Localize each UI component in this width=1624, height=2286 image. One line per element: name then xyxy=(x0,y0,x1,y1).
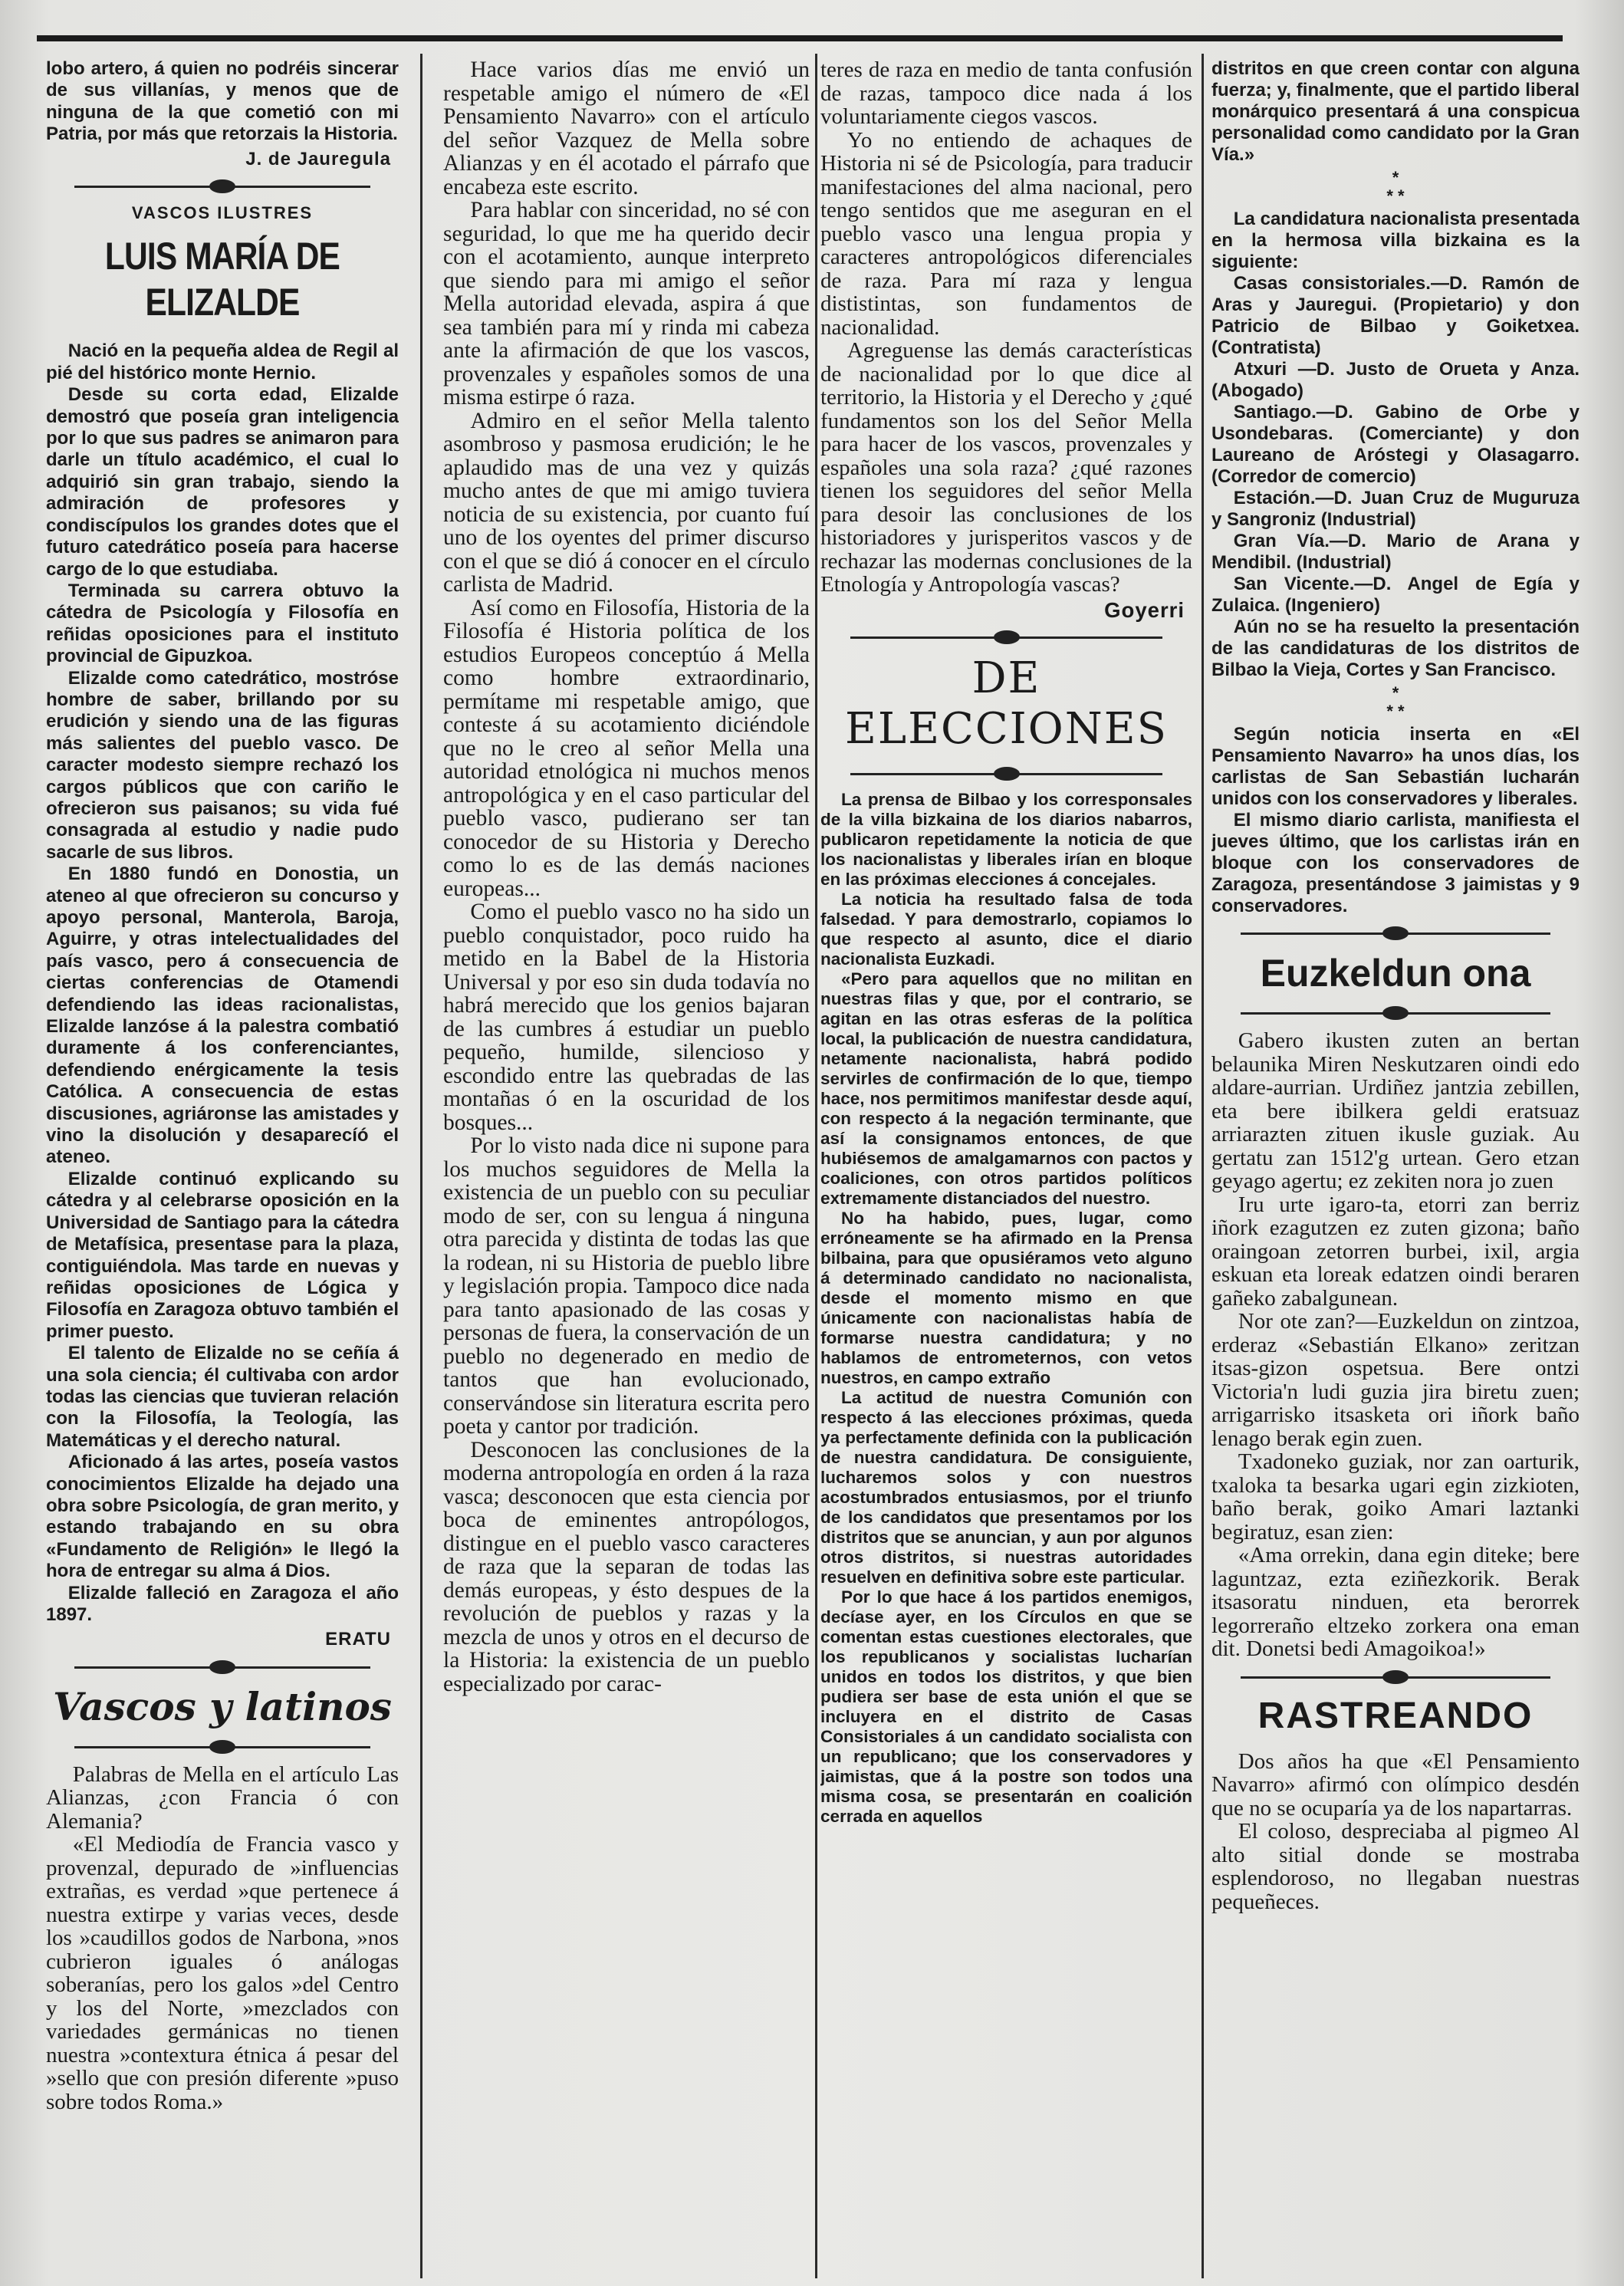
ornament-divider xyxy=(46,178,399,195)
paragraph: teres de raza en medio de tanta confusión de razas, tampoco dice nada á los voluntariamente ciegos vascos. xyxy=(820,58,1192,129)
paragraph: La prensa de Bilbao y los corresponsales de la villa bizkaina de los diarios nabarros, publicaron repetidamente la noticia de que los nacionalistas y liberales irían en bloque en las próximas elecciones á concejales. xyxy=(820,789,1192,889)
article-signature: Goyerri xyxy=(1104,597,1185,622)
paragraph: Txadoneko guziak, nor zan oarturik, txaloka ta besarka ugari egin zizkioten, baño berak, goiko Amari laztanki begiratuz, esan zien: xyxy=(1211,1449,1580,1544)
paragraph: «Ama orrekin, dana egin diteke; bere laguntzaz, ezta eziñezkorik. Berak itsasoratu ninduen, eta berorrek legorreraño eltzeko zorkera ona eman dit. Donetsi bedi Amagoikoa!» xyxy=(1211,1543,1580,1661)
article-signature: ERATU xyxy=(325,1629,391,1650)
paragraph: Gabero ikusten zuten an bertan belaunika Miren Neskutzaren oindi edo aldare-aurrian. Urdiñez jantzia zebillen, eta bere ibilkera geldi eratsuaz arriarazten zituen ikusle guziak. Au gertatu zan 1512'g urtean. Gero etzan geyago agertu; ez zekiten nora jo zuen xyxy=(1211,1028,1580,1193)
ornament-divider xyxy=(1211,1005,1580,1021)
intro-text: lobo artero, á quien no podréis sincerar de sus villanías, y menos que de ninguna de la que cometió con mi Patria, por más que retorzais la Historia. xyxy=(46,58,399,145)
candidate-entry: Gran Vía.—D. Mario de Arana y Mendibil. (Industrial) xyxy=(1211,531,1580,573)
paragraph: Por lo que hace á los partidos enemigos, decíase ayer, en los Círculos en que se comentan estas cuestiones electorales, que los republicanos y socialistas lucharían unidos en todos los distritos, y que bien pudiera ser base de esta unión el que se incluyera en el distrito de Casas Consistoriales á un candidato socialista con un republicano; que los conservadores y jaimistas, que á la postre son todos una misma cosa, se presentarán en coalición cerrada en aquellos xyxy=(820,1587,1192,1826)
paragraph: La candidatura nacionalista presentada en la hermosa villa bizkaina es la siguiente: xyxy=(1211,209,1580,272)
ornament-divider xyxy=(1211,1669,1580,1686)
ornament-divider xyxy=(820,629,1192,646)
article-title-elizalde: LUIS MARÍA DE ELIZALDE xyxy=(104,235,340,324)
article-title-vascos: Vascos y latinos xyxy=(53,1683,392,1729)
paragraph: Palabras de Mella en el artículo Las Alianzas, ¿con Francia ó con Alemania? xyxy=(46,1761,399,1834)
article-title-euzkeldun: Euzkeldun ona xyxy=(1260,952,1531,995)
column-rule xyxy=(1202,54,1204,2278)
paragraph: Para hablar con sinceridad, no sé con seguridad, lo que me ha querido decir con el acotamiento, aunque interpreto que siendo para mi amigo el señor Mella autoridad elevada, aspira á que sea también para mí y rinda mi cabeza ante la afirmación de que los vascos, provenzales y españoles somos de una misma estirpe ó raza. xyxy=(443,198,810,410)
paragraph: Elizalde falleció en Zaragoza el año 1897. xyxy=(46,1582,399,1625)
paragraph: Yo no entiendo de achaques de Historia ni sé de Psicología, para traducir manifestaciones del alma nacional, pero tengo sentidos que me aseguran en el pueblo vasco una lengua propia y caracteres antropológicos diferenciales de raza. Para mí raza y lengua dististintas, son fundamentos de nacionalidad. xyxy=(820,127,1192,340)
ornament-divider xyxy=(46,1659,399,1676)
paragraph: Desconocen las conclusiones de la moderna antropología en orden á la raza vasca; desconocen que esta ciencia por boca de eminentes antropólogos, distingue en el pueblo vasco caracteres de raza que la separan de todas las demás europeas, y ésto despues de la revolución de pueblos y razas y la mezcla de unos y otros en el decurso de la Historia: la existencia de un pueblo especializado por carac- xyxy=(443,1437,810,1696)
paragraph: El talento de Elizalde no se ceñía á una sola ciencia; él cultivaba con ardor todas las ciencias que tuvieran relación con la Filosofía, la Teología, las Matemáticas y el derecho natural. xyxy=(46,1343,399,1451)
candidate-entry: Santiago.—D. Gabino de Orbe y Usondebaras. (Comerciante) y don Laureano de Aróstegi y Olasagarro. (Corredor de comercio) xyxy=(1211,402,1580,487)
top-rule xyxy=(37,35,1563,41)
paragraph: «Pero para aquellos que no militan en nuestras filas y que, por el contrario, se agitan en las otras esferas de la política local, la publicación de nuestra candidatura, netamente nacionalista, habrá podido servirles de confirmación de lo que, tiempo hace, nos permitimos manifestar desde aquí, con respecto á la negación terminante, que así la consignamos entonces, de que hubiésemos de amalgamarnos con pactos y coaliciones, con otros partidos políticos extremamente distanciados del nuestro. xyxy=(820,969,1192,1208)
paragraph: Aficionado á las artes, poseía vastos conocimientos Elizalde ha dejado una obra sobre Psicología, de gran merito, y estando trabajando en su obra «Fundamento de Religión» le llegó la hora de entregar su alma á Dios. xyxy=(46,1452,399,1582)
column-3 xyxy=(820,58,1192,2265)
paragraph: Nació en la pequeña aldea de Regil al pié del histórico monte Hernio. xyxy=(46,340,399,383)
paragraph: Según noticia inserta en «El Pensamiento Navarro» ha unos días, los carlistas de San Sebastián lucharán unidos con los conservadores y liberales. xyxy=(1211,724,1580,809)
section-heading: VASCOS ILUSTRES xyxy=(131,203,314,223)
paragraph: Nor ote zan?—Euzkeldun on zintzoa, erderaz «Sebastián Elkano» zeritzan itsas-gizon ospetsua. Bere ontzi Victoria'n ludi guzia jira biretu zuen; arrigarrisko itsasketa ori iñork baño lenago berak egin zuen. xyxy=(1211,1309,1580,1451)
paragraph: Terminada su carrera obtuvo la cátedra de Psicología y Filosofía en reñidas oposiciones para el instituto provincial de Gipuzkoa. xyxy=(46,580,399,667)
paragraph: Como el pueblo vasco no ha sido un pueblo conquistador, poco ruido ha metido en la Babel de la Historia Universal y por eso sin duda todavía no habrá merecido que los genios bajaran de las cumbres á estudiar un pueblo pequeño, humilde, silencioso y escondido entre las quebradas de las montañas ó en la oscuridad de los bosques... xyxy=(443,900,810,1135)
column-rule xyxy=(420,54,422,2278)
paragraph: Dos años ha que «El Pensamiento Navarro» afirmó con olímpico desdén que no se ocuparía ya de los napartarras. xyxy=(1211,1748,1580,1821)
ornament-divider xyxy=(820,765,1192,782)
candidate-entry: San Vicente.—D. Angel de Egía y Zulaica. (Ingeniero) xyxy=(1211,574,1580,616)
candidate-entry: Atxuri —D. Justo de Orueta y Anza. (Abogado) xyxy=(1211,359,1580,401)
asterism-icon: * * * xyxy=(1386,168,1405,206)
column-2 xyxy=(443,58,810,2265)
paragraph: Desde su corta edad, Elizalde demostró que poseía gran inteligencia por lo que sus padres se animaron para darle un título académico, el cual lo adquirió sin gran trabajo, siendo la admiración de profesores y condiscípulos los grandes dotes que el futuro catedrático poseía para hacerse cargo de lo que estudiaba. xyxy=(46,384,399,580)
paragraph: distritos en que creen contar con alguna fuerza; y, finalmente, que el partido liberal monárquico presentará á una conspicua personalidad como candidato por la Gran Vía.» xyxy=(1211,58,1580,165)
paragraph: Iru urte igaro-ta, etorri zan berriz iñork ezagutzen ez zuten gizona; baño oraingoan zetorren burbei, ixil, argia eskuan eta loreak edatzen oindi beraren gañeko zabalgunean. xyxy=(1211,1192,1580,1311)
column-rule xyxy=(815,54,817,2278)
paragraph: «El Mediodía de Francia vasco y provenzal, depurado de »influencias extrañas, es verdad »que pertenece á nuestra extirpe y varias veces, desde los »caudillos godos de Narbona, »nos cubrieron iguales ó análogas soberanías, pero los galos »del Centro y los del Norte, »mezclados con variedades germánicas no tienen nuestra »contextura étnica á pesar del »sello que con presión diferente »puso sobre todos Roma.» xyxy=(46,1832,399,2114)
candidate-entry: Estación.—D. Juan Cruz de Muguruza y Sangroniz (Industrial) xyxy=(1211,488,1580,530)
paragraph: Aún no se ha resuelto la presentación de las candidaturas de los distritos de Bilbao la Vieja, Cortes y San Francisco. xyxy=(1211,617,1580,680)
candidate-entry: Casas consistoriales.—D. Ramón de Aras y Jauregui. (Propietario) y don Patricio de Bilbao y Goiketxea. (Contratista) xyxy=(1211,273,1580,358)
article-title-elecciones: DE ELECCIONES xyxy=(845,653,1168,754)
article-title-rastreando: RASTREANDO xyxy=(1257,1695,1534,1736)
intro-signature: J. de Jauregula xyxy=(245,148,391,169)
paragraph: Admiro en el señor Mella talento asombroso y pasmosa erudición; le he aplaudido mas de una vez y quizás mucho antes de que mi amigo tuviera noticia de su existencia, por cuanto fuí uno de los oyentes del primer discurso con el que se dió á conocer en el círculo carlista de Madrid. xyxy=(443,408,810,597)
paragraph: Elizalde como catedrático, mostróse hombre de saber, brillando por su erudición y siendo una de las figuras más salientes del pueblo vasco. De caracter modesto siempre rechazó los cargos públicos que con cariño le ofrecieron sus paisanos; su vida fué consagrada al estudio y nadie pudo sacarle de sus libros. xyxy=(46,667,399,863)
paragraph: Por lo visto nada dice ni supone para los muchos seguidores de Mella la existencia de un pueblo con su peculiar modo de ser, con su lengua á ninguna otra parecida y distinta de todas las que la rodean, ni su Historia de pueblo libre y legislación propia. Tampoco dice nada para tanto apasionado de las cosas y personas de fuera, la conservación de un pueblo no degenerado en medio de tantos que han evolucionado, conservándose sin literatura escrita pero poeta y cantor por tradición. xyxy=(443,1133,810,1439)
paragraph: La actitud de nuestra Comunión con respecto á las elecciones próximas, queda ya perfectamente definida con la publicación de nuestra candidatura. De consiguiente, lucharemos solos y con nuestros acostumbrados entusiasmos, por el triunfo de los candidatos que presentamos por los distritos que se anuncian, y aun por algunos otros distritos, si nuestras autoridades resuelven en definitiva sobre este particular. xyxy=(820,1387,1192,1587)
asterism-icon: * * * xyxy=(1386,683,1405,721)
paragraph: El mismo diario carlista, manifiesta el jueves último, que los carlistas irán en bloque con los conservadores de Zaragoza, presentándose 3 jaimistas y 9 conservadores. xyxy=(1211,810,1580,916)
ornament-divider xyxy=(1211,925,1580,942)
column-1 xyxy=(46,58,399,2265)
column-4 xyxy=(1211,58,1580,2265)
paragraph: Elizalde continuó explicando su cátedra y al celebrarse oposición en la Universidad de Santiago para la cátedra de Metafísica, presentase para la plaza, contiguiéndola. Mas tarde en nuevas y reñidas oposiciones de Lógica y Filosofía en Zaragoza obtuvo también el primer puesto. xyxy=(46,1168,399,1342)
paragraph: El coloso, despreciaba al pigmeo Al alto sitial donde se mostraba esplendoroso, no llegaban nuestras pequeñeces. xyxy=(1211,1819,1580,1914)
paragraph: Hace varios días me envió un respetable amigo el número de «El Pensamiento Navarro» con el artículo del señor Vazquez de Mella sobre Alianzas y en él acotado el párrafo que encabeza este escrito. xyxy=(443,58,810,199)
paragraph: No ha habido, pues, lugar, como erróneamente se ha afirmado en la Prensa bilbaina, para que opusiéramos veto alguno á determinado candidato no nacionalista, desde el momento mismo en que únicamente con nacionalistas había de formarse nuestra candidatura; y no hablamos de entrometernos, con vetos nuestros, en campo extraño xyxy=(820,1208,1192,1387)
paragraph: Así como en Filosofía, Historia de la Filosofía é Historia política de los estudios Europeos conceptúo á Mella como hombre extraordinario, permítame mi respetable amigo, que conteste á su acotamiento diciéndole que no le creo al señor Mella una autoridad etnológica ni muchos menos antropológica y en el caso particular del pueblo vasco, pudierano ser tan conocedor de su Historia y Derecho como lo es de las demás naciones europeas... xyxy=(443,595,810,901)
ornament-divider xyxy=(46,1738,399,1755)
paragraph: La noticia ha resultado falsa de toda falsedad. Y para demostrarlo, copiamos lo que respecto al asunto, dice el diario nacionalista Euzkadi. xyxy=(820,889,1192,969)
paragraph: Agreguense las demás características de nacionalidad por lo que dice al territorio, la Historia y el Derecho y ¿qué fundamentos son los del Señor Mella para hacer de los vascos, provenzales y españoles una sola raza? ¿qué razones tienen los seguidores del señor Mella para desoir las conclusiones de los historiadores y jurisperitos vascos y de rechazar las modernas conclusiones de la Etnología y Antropología vascas? xyxy=(820,338,1192,597)
paragraph: En 1880 fundó en Donostia, un ateneo al que ofrecieron su concurso y apoyo personal, Manterola, Baroja, Aguirre, y otras intelectualidades del país vasco, pero á consecuencia de ciertas conferencias de Otamendi defendiendo las ideas racionalistas, Elizalde lanzóse á la palestra combatió duramente á los conferenciantes, defendiendo enérgicamente la tesis Católica. A consecuencia de estas discusiones, agriáronse las amistades y vino la disolución y desaparecíó el ateneo. xyxy=(46,863,399,1168)
